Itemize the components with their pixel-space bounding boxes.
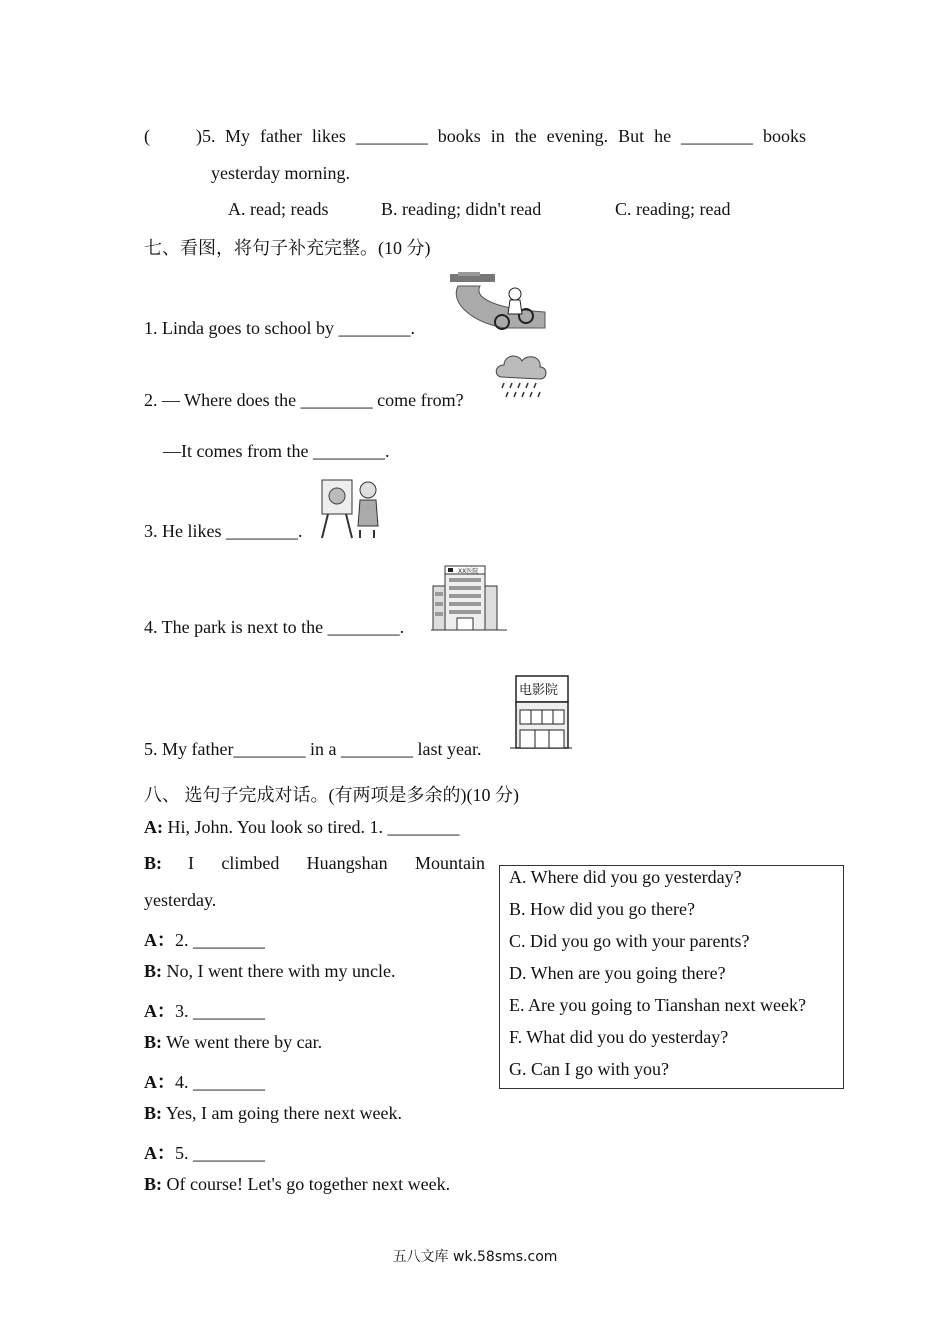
option-c: C. Did you go with your parents? <box>509 931 750 951</box>
section-8-title: 八、 选句子完成对话。(有两项是多余的)(10 分) <box>144 785 519 805</box>
q5-option-b: B. reading; didn't read <box>381 199 542 219</box>
dialogue-line-3 <box>144 926 265 952</box>
section-7-item-2: 2. — Where does the ________ come from? <box>144 390 464 410</box>
speaker: A： <box>144 1143 175 1163</box>
dialogue-text: Hi, John. You look so tired. 1. ________ <box>163 817 460 837</box>
section-7-item-1: 1. Linda goes to school by ________. <box>144 318 415 338</box>
speaker: B: <box>144 853 162 873</box>
dialogue-text: 2. ________ <box>175 930 265 950</box>
dialogue-text: Of course! Let's go together next week. <box>162 1174 451 1194</box>
dialogue-text: Yes, I am going there next week. <box>162 1103 402 1123</box>
cinema-sign: 电影院 <box>519 683 559 698</box>
dialogue-text: We went there by car. <box>162 1032 323 1052</box>
cinema-building-picture <box>510 674 572 754</box>
speaker: B: <box>144 1032 162 1052</box>
dialogue-text: 4. ________ <box>175 1072 265 1092</box>
question-number: )5. <box>196 126 216 146</box>
dialogue-line-2 <box>144 853 485 874</box>
option-g: G. Can I go with you? <box>509 1059 669 1079</box>
options-box <box>499 865 844 1089</box>
dialogue-line-7 <box>144 1068 265 1094</box>
speaker: B: <box>144 1174 162 1194</box>
section-7-item-5: 5. My father________ in a ________ last year. <box>144 739 482 759</box>
speaker: B: <box>144 961 162 981</box>
dialogue-text: 3. ________ <box>175 1001 265 1021</box>
girl-riding-bike-picture <box>450 272 545 332</box>
dialogue-line-6 <box>144 1032 322 1053</box>
option-a: A. Where did you go yesterday? <box>509 867 742 887</box>
dialogue-line-4 <box>144 961 395 982</box>
option-e: E. Are you going to Tianshan next week? <box>509 995 806 1015</box>
hospital-sign: XX医院 <box>458 568 479 575</box>
question-5-line-2: yesterday morning. <box>211 163 350 183</box>
dialogue-line-5 <box>144 997 265 1023</box>
boy-painting-picture <box>320 476 382 540</box>
q5-option-a: A. read; reads <box>228 199 329 219</box>
speaker: B: <box>144 1103 162 1123</box>
hospital-building-picture <box>431 564 507 632</box>
speaker: A: <box>144 817 163 837</box>
rain-cloud-picture <box>494 353 548 405</box>
section-7-item-4: 4. The park is next to the ________. <box>144 617 405 637</box>
dialogue-line-2-cont: yesterday. <box>144 890 217 910</box>
footer-watermark: 五八文库 wk.58sms.com <box>392 1249 558 1265</box>
option-d: D. When are you going there? <box>509 963 726 983</box>
speaker: A： <box>144 1001 175 1021</box>
section-7-item-2-answer: —It comes from the ________. <box>163 441 390 461</box>
dialogue-line-10 <box>144 1174 450 1195</box>
speaker: A： <box>144 1072 175 1092</box>
dialogue-line-1 <box>144 817 460 838</box>
dialogue-line-9 <box>144 1139 265 1165</box>
section-7-title: 七、看图，将句子补充完整。(10 分) <box>144 238 431 258</box>
option-f: F. What did you do yesterday? <box>509 1027 729 1047</box>
option-b: B. How did you go there? <box>509 899 695 919</box>
question-5-line-1: My father likes ________ books in the evening. But he ________ books <box>225 126 806 146</box>
dialogue-text: No, I went there with my uncle. <box>162 961 396 981</box>
q5-option-c: C. reading; read <box>615 199 731 219</box>
speaker: A： <box>144 930 175 950</box>
dialogue-line-8 <box>144 1103 402 1124</box>
dialogue-text: 5. ________ <box>175 1143 265 1163</box>
section-7-item-3: 3. He likes ________. <box>144 521 303 541</box>
answer-paren-open: ( <box>144 126 150 146</box>
dialogue-text: I climbed Huangshan Mountain <box>188 853 485 873</box>
